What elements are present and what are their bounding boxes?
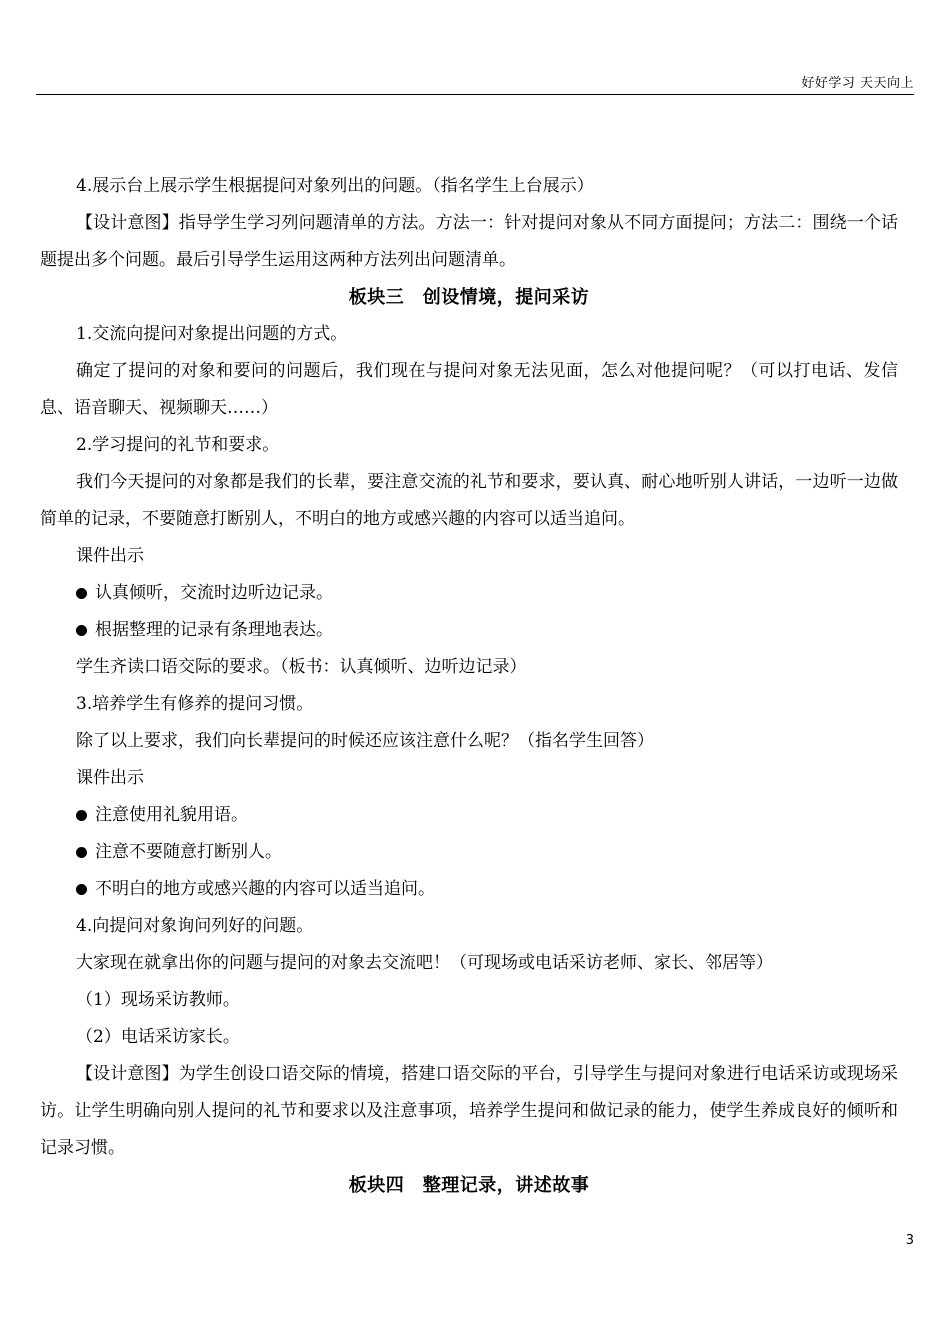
paragraph-interview-teacher: （1）现场采访教师。 <box>76 990 240 1010</box>
bullet-icon <box>76 588 87 599</box>
paragraph-step-2: 2.学习提问的礼节和要求。 <box>76 435 280 455</box>
section-4-title: 板块四 整理记录，讲述故事 <box>348 1175 590 1196</box>
header-divider <box>36 94 914 95</box>
section-3-title: 板块三 创设情境，提问采访 <box>348 287 590 308</box>
paragraph-step-4: 4.展示台上展示学生根据提问对象列出的问题。（指名学生上台展示） <box>76 176 594 196</box>
paragraph-design-intent-1: 【设计意图】指导学生学习列问题清单的方法。方法一：针对提问对象从不同方面提问；方法二：围绕一个话题提出多个问题。最后引导学生运用这两种方法列出问题清单。 <box>40 213 898 270</box>
bullet-icon <box>76 625 87 636</box>
paragraph-read-aloud: 学生齐读口语交际的要求。（板书：认真倾听、边听边记录） <box>76 657 527 677</box>
paragraph-other-notes: 除了以上要求，我们向长辈提问的时候还应该注意什么呢？（指名学生回答） <box>76 731 654 751</box>
bullet-icon <box>76 884 87 895</box>
bullet-text: 注意不要随意打断别人。 <box>95 842 282 862</box>
paragraph-step-3: 3.培养学生有修养的提问习惯。 <box>76 694 314 714</box>
bullet-text: 认真倾听，交流时边听边记录。 <box>95 583 333 603</box>
paragraph-design-intent-2: 【设计意图】为学生创设口语交际的情境，搭建口语交际的平台，引导学生与提问对象进行电话采访或现场采访。让学生明确向别人提问的礼节和要求以及注意事项，培养学生提问和做记录的能力，使学生养成良好的倾听和记录习惯。 <box>40 1064 898 1158</box>
bullet-item <box>40 834 898 871</box>
bullet-item <box>40 612 898 649</box>
paragraph-interview-parent: （2）电话采访家长。 <box>76 1027 240 1047</box>
paragraph-etiquette: 我们今天提问的对象都是我们的长辈，要注意交流的礼节和要求，要认真、耐心地听别人讲话，一边听一边做简单的记录，不要随意打断别人，不明白的地方或感兴趣的内容可以适当追问。 <box>40 472 898 529</box>
bullet-text: 注意使用礼貌用语。 <box>95 805 248 825</box>
paragraph-courseware-2: 课件出示 <box>76 768 144 788</box>
page-header-text: 好好学习 天天向上 <box>801 76 914 91</box>
bullet-text: 不明白的地方或感兴趣的内容可以适当追问。 <box>95 879 435 899</box>
page-number: 3 <box>905 1233 914 1248</box>
bullet-item <box>40 797 898 834</box>
document-body <box>40 168 898 1204</box>
bullet-icon <box>76 810 87 821</box>
paragraph-courseware-1: 课件出示 <box>76 546 144 566</box>
bullet-text: 根据整理的记录有条理地表达。 <box>95 620 333 640</box>
bullet-item <box>40 575 898 612</box>
bullet-item <box>40 871 898 908</box>
paragraph-step-1: 1.交流向提问对象提出问题的方式。 <box>76 324 348 344</box>
paragraph-step-4b: 4.向提问对象询问列好的问题。 <box>76 916 314 936</box>
paragraph-interview-call: 大家现在就拿出你的问题与提问的对象去交流吧！（可现场或电话采访老师、家长、邻居等） <box>76 953 773 973</box>
paragraph-question-methods: 确定了提问的对象和要问的问题后，我们现在与提问对象无法见面，怎么对他提问呢？（可以打电话、发信息、语音聊天、视频聊天……） <box>40 361 898 418</box>
bullet-icon <box>76 847 87 858</box>
